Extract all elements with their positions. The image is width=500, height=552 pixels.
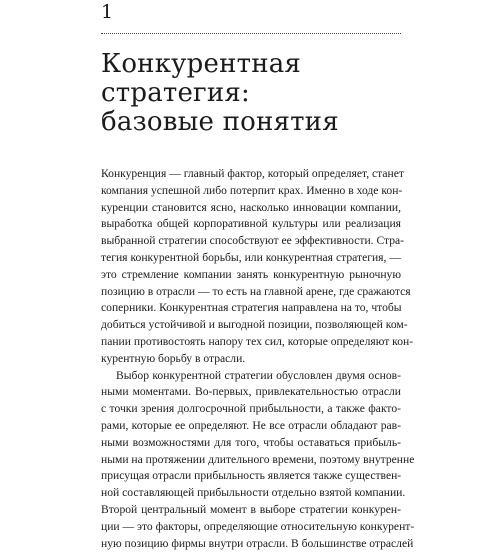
chapter-title <box>101 50 431 137</box>
text-line: добиться устойчивой и выгодной позиции, позволяющей ком- <box>101 318 408 332</box>
text-line: куренции становится ясно, насколько инновации компании, <box>101 200 401 214</box>
chapter-title-line: стратегия: <box>101 78 250 108</box>
text-line: ными возможностями для того, чтобы оставаться прибыль- <box>101 435 401 449</box>
text-line: тегия конкурентной борьбы, или конкурентная стратегия, — <box>101 250 401 264</box>
text-line: ной составляющей прибыльности отдельно взятой компании. <box>101 486 406 500</box>
text-line: ными моментами. Во-первых, привлекательностью отрасли <box>101 385 401 399</box>
text-line: пании противостоять напору тех сил, которые определяют кон- <box>101 334 414 348</box>
text-line: ции — это факторы, определяющие относительную конкурент- <box>101 519 415 533</box>
text-line: рами, которые ее определяют. Не все отрасли обладают рав- <box>101 418 401 432</box>
text-line: ными на протяжении длительного времени, поэтому внутренне <box>101 452 415 466</box>
text-line: Выбор конкурентной стратегии обусловлен двумя основ- <box>116 368 401 382</box>
text-line: компания успешной либо потерпит крах. Именно в ходе кон- <box>101 183 403 197</box>
body-text <box>101 166 415 552</box>
text-line: присущая отрасли прибыльность является также существен- <box>101 469 402 483</box>
text-line: соперники. Конкурентная стратегия направлена на то, чтобы <box>101 301 402 315</box>
chapter-title-line: Конкурентная <box>101 49 302 79</box>
chapter-divider <box>101 33 401 34</box>
text-line: выработка общей корпоративной культуры или реализация <box>101 217 401 231</box>
text-line: курентную борьбу в отрасли. <box>101 351 246 365</box>
text-line: Конкуренция — главный фактор, который определяет, станет <box>101 167 404 180</box>
text-line: ную позицию фирмы внутри отрасли. В большинстве отраслей <box>101 536 414 550</box>
text-line: позицию в отрасли — то есть на главной арене, где сражаются <box>101 284 411 298</box>
text-line: с точки зрения долгосрочной прибыльности, а также факто- <box>101 402 401 416</box>
chapter-number: 1 <box>101 1 114 23</box>
text-line: Второй центральный момент в выборе стратегии конкурен- <box>101 502 401 516</box>
text-line: выбранной стратегии способствуют ее эффективности. Стра- <box>101 234 405 248</box>
chapter-title-line: базовые понятия <box>101 107 339 137</box>
text-line: это стремление компании занять конкурентную рыночную <box>101 267 401 281</box>
